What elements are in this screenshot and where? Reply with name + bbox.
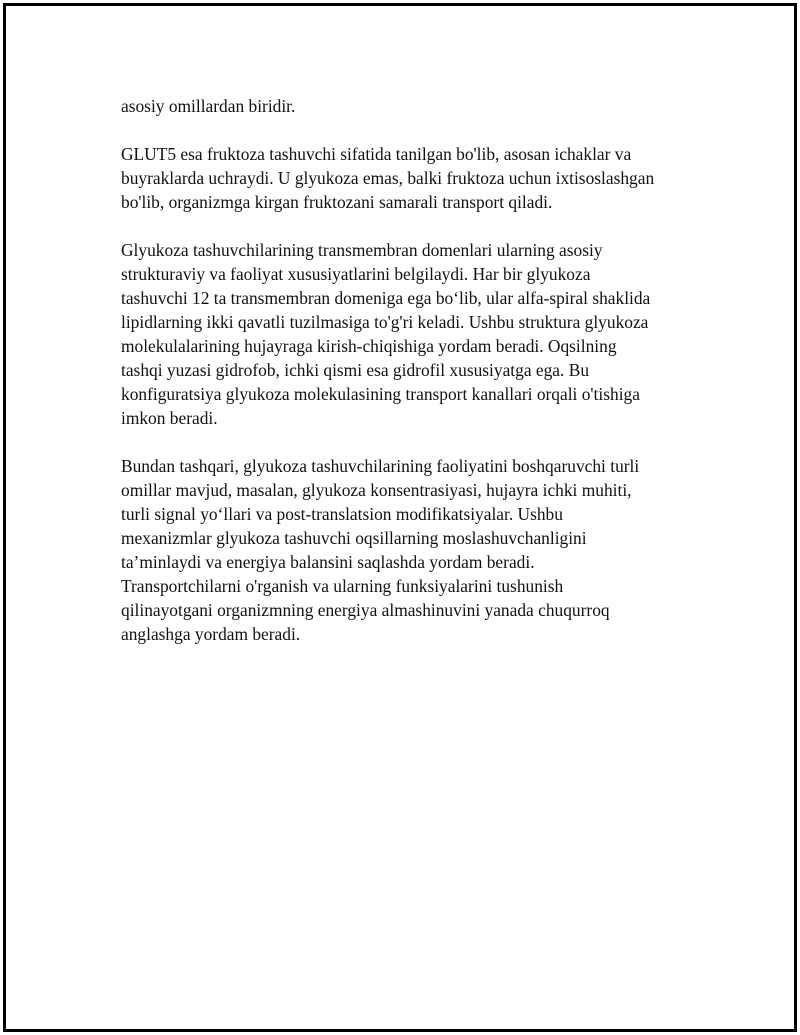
text-line: Bundan tashqari, glyukoza tashuvchilarining faoliyatini boshqaruvchi turli — [121, 456, 640, 476]
text-line: konfiguratsiya glyukoza molekulasining transport kanallari orqali o'tishiga — [121, 384, 640, 404]
text-line: turli signal yo‘llari va post-translatsion modifikatsiyalar. Ushbu — [121, 504, 563, 524]
paragraph-4 — [121, 454, 691, 646]
text-line: strukturaviy va faoliyat xususiyatlarini belgilaydi. Har bir glyukoza — [121, 264, 591, 284]
page-content — [121, 94, 691, 670]
text-line: Glyukoza tashuvchilarining transmembran domenlari ularning asosiy — [121, 240, 603, 260]
paragraph-3 — [121, 238, 691, 430]
text-line: GLUT5 esa fruktoza tashuvchi sifatida tanilgan bo'lib, asosan ichaklar va — [121, 144, 632, 164]
text-line: qilinayotgani organizmning energiya almashinuvini yanada chuqurroq — [121, 600, 610, 620]
text-line: anglashga yordam beradi. — [121, 624, 301, 644]
paragraph-1 — [121, 94, 691, 118]
paragraph-2 — [121, 142, 691, 214]
text-line: asosiy omillardan biridir. — [121, 96, 296, 116]
text-line: molekulalarining hujayraga kirish-chiqishiga yordam beradi. Oqsilning — [121, 336, 617, 356]
text-line: Transportchilarni o'rganish va ularning funksiyalarini tushunish — [121, 576, 564, 596]
page-frame — [3, 3, 797, 1032]
text-line: imkon beradi. — [121, 408, 218, 428]
text-line: buyraklarda uchraydi. U glyukoza emas, balki fruktoza uchun ixtisoslashgan — [121, 168, 655, 188]
text-line: lipidlarning ikki qavatli tuzilmasiga to'g'ri keladi. Ushbu struktura glyukoza — [121, 312, 649, 332]
text-line: tashuvchi 12 ta transmembran domeniga ega bo‘lib, ular alfa-spiral shaklida — [121, 288, 651, 308]
text-line: mexanizmlar glyukoza tashuvchi oqsillarning moslashuvchanligini — [121, 528, 587, 548]
text-line: ta’minlaydi va energiya balansini saqlashda yordam beradi. — [121, 552, 535, 572]
text-line: tashqi yuzasi gidrofob, ichki qismi esa gidrofil xususiyatga ega. Bu — [121, 360, 590, 380]
text-line: omillar mavjud, masalan, glyukoza konsentrasiyasi, hujayra ichki muhiti, — [121, 480, 632, 500]
text-line: bo'lib, organizmga kirgan fruktozani samarali transport qiladi. — [121, 192, 553, 212]
